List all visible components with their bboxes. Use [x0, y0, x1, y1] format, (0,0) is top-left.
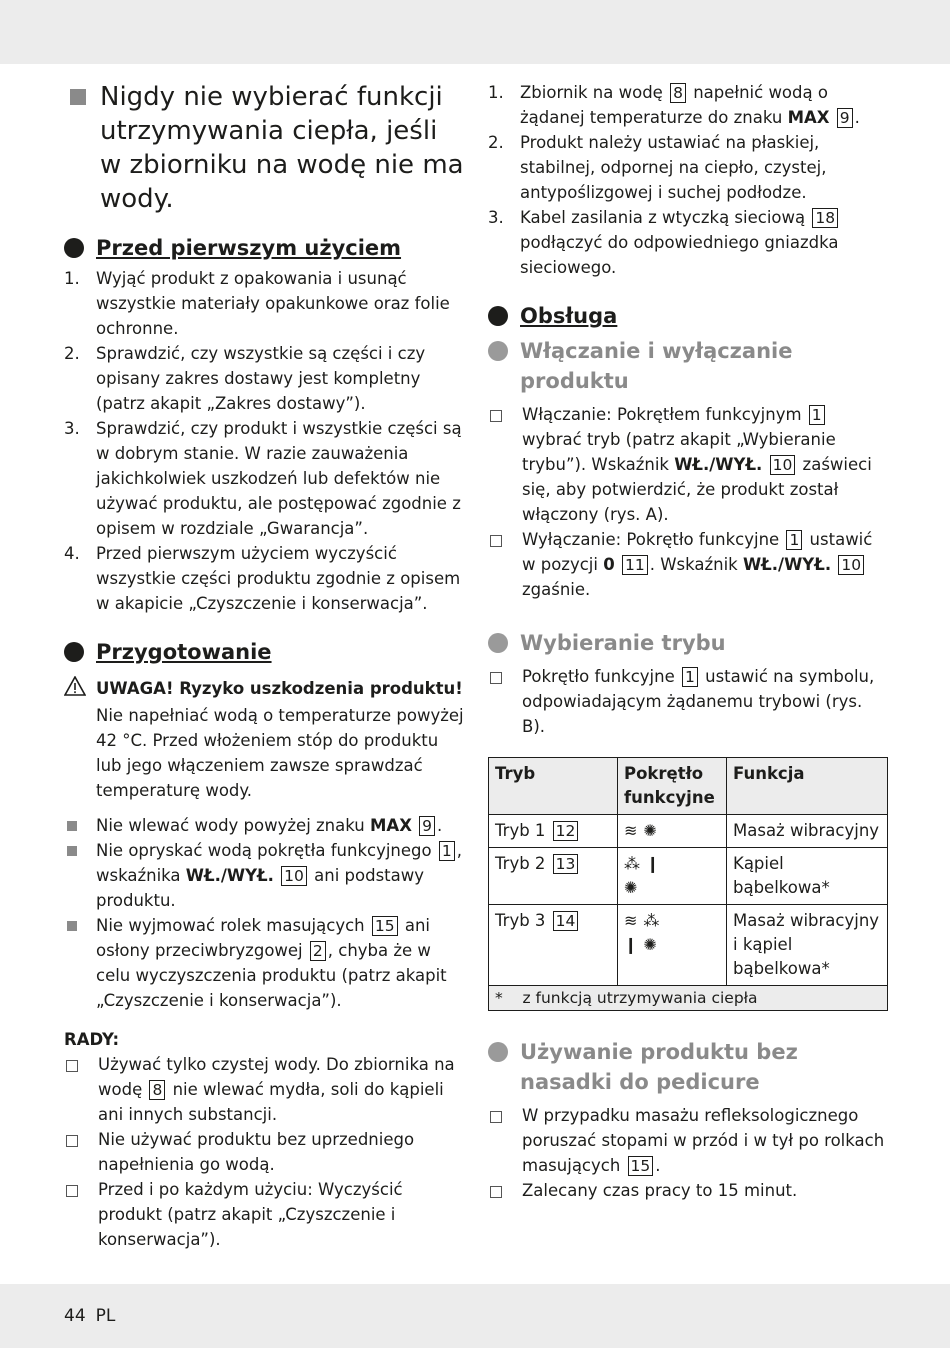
- checkbox-bullet-icon: [490, 410, 502, 422]
- operation-heading: Obsługa: [488, 304, 888, 328]
- list-item: Włączanie: Pokrętłem funkcyjnym 1 wybrać tryb (patrz akapit „Wybieranie trybu”). Wskaźnik WŁ./WYŁ. 10 zaświeci się, aby potwierdzić, że produkt został włączony (rys. A).: [488, 402, 888, 527]
- ref-number: 8: [149, 1080, 165, 1100]
- bullet-dot-icon: [488, 341, 508, 361]
- ref-number: 14: [553, 911, 579, 931]
- ref-number: 10: [281, 866, 307, 886]
- list-item: Używać tylko czystej wody. Do zbiornika na wodę 8 nie wlewać mydła, soli do kąpieli ani innych substancji.: [64, 1052, 464, 1127]
- warning-triangle-icon: [64, 676, 96, 703]
- preparation-bullets: [64, 813, 464, 1013]
- checkbox-bullet-icon: [490, 535, 502, 547]
- bullet-dot-icon: [488, 633, 508, 653]
- table-row: Tryb 3 14 ≋ ⁂ ❙ ✺ Masaż wibracyjny i kąpiel bąbelkowa*: [489, 905, 888, 986]
- page-number: 44 PL: [64, 1306, 116, 1326]
- light-bulb-icon: ✺: [643, 935, 657, 954]
- header-band: [0, 0, 950, 64]
- tips-label: RADY:: [64, 1030, 120, 1049]
- ref-number: 10: [838, 555, 864, 575]
- mode-table: [488, 757, 888, 1011]
- right-column: [488, 80, 888, 1205]
- ref-number: 1: [682, 667, 698, 687]
- checkbox-bullet-icon: [66, 1135, 78, 1147]
- table-header-row: Tryb Pokrętło funkcyjne Funkcja: [489, 758, 888, 815]
- light-bulb-icon: ✺: [643, 821, 657, 840]
- bullet-dot-icon: [64, 642, 84, 662]
- setup-steps: [488, 80, 888, 280]
- left-column: [64, 80, 464, 1252]
- table-row: Tryb 2 13 ⁂ ❙ ✺ Kąpiel bąbelkowa*: [489, 848, 888, 905]
- list-item: Zalecany czas pracy to 15 minut.: [488, 1178, 888, 1205]
- mode-list: [488, 664, 888, 739]
- list-item: W przypadku masażu refleksologicznego poruszać stopami w przód i w tył po rolkach masujących 15 .: [488, 1103, 888, 1178]
- square-bullet-icon: [67, 821, 77, 831]
- list-item: Nie opryskać wodą pokrętła funkcyjnego 1 , wskaźnika WŁ./WYŁ. 10 ani podstawy produktu.: [64, 838, 464, 913]
- list-item: Nie wyjmować rolek masujących 15 ani osłony przeciwbryzgowej 2 , chyba że w celu wyczyszczenia produktu (patrz akapit „Czyszczenie i konserwacja”).: [64, 913, 464, 1013]
- ref-number: 15: [372, 916, 398, 936]
- list-item: Nie używać produktu bez uprzedniego napełnienia go wodą.: [64, 1127, 464, 1177]
- no-attachment-heading: Używanie produktu bez nasadki do pedicure: [488, 1037, 888, 1097]
- vibration-icon: ≋: [624, 911, 638, 930]
- list-item: 1. Zbiornik na wodę 8 napełnić wodą o żądanej temperaturze do znaku MAX 9 .: [488, 83, 860, 127]
- onoff-heading: Włączanie i wyłączanie produktu: [488, 336, 888, 396]
- first-use-steps: [64, 266, 464, 616]
- list-item: 3. Kabel zasilania z wtyczką sieciową 18 podłączyć do odpowiedniego gniazdka sieciowego.: [488, 208, 839, 277]
- ref-number: 1: [786, 530, 802, 550]
- tips-list: [64, 1052, 464, 1252]
- checkbox-bullet-icon: [66, 1060, 78, 1072]
- ref-number: 11: [622, 555, 648, 575]
- checkbox-bullet-icon: [66, 1185, 78, 1197]
- list-item: Pokrętło funkcyjne 1 ustawić na symbolu, odpowiadającym żądanemu trybowi (rys. B).: [488, 664, 888, 739]
- bubbles-icon: ⁂: [624, 854, 640, 873]
- ref-number: 9: [837, 108, 853, 128]
- list-item: Przed i po każdym użyciu: Wyczyścić produkt (patrz akapit „Czyszczenie i konserwacja”).: [64, 1177, 464, 1252]
- warning-title: UWAGA! Ryzyko uszkodzenia produktu!: [64, 676, 464, 703]
- light-bulb-icon: ✺: [624, 878, 638, 897]
- first-use-heading: Przed pierwszym użyciem: [64, 236, 464, 260]
- square-bullet-icon: [67, 921, 77, 931]
- preparation-heading: Przygotowanie: [64, 640, 464, 664]
- vibration-icon: ≋: [624, 821, 638, 840]
- bullet-dot-icon: [488, 306, 508, 326]
- bubbles-icon: ⁂: [643, 911, 660, 930]
- checkbox-bullet-icon: [490, 1186, 502, 1198]
- thermometer-icon: ❙: [624, 935, 638, 954]
- footer-band: [0, 1284, 950, 1348]
- square-bullet-icon: [67, 846, 77, 856]
- ref-number: 13: [553, 854, 579, 874]
- list-item: Wyłączanie: Pokrętło funkcyjne 1 ustawić w pozycji 0 11 . Wskaźnik WŁ./WYŁ. 10 zgaśnie.: [488, 527, 888, 602]
- table-note-row: * z funkcją utrzymywania ciepła: [489, 986, 888, 1011]
- ref-number: 15: [628, 1156, 654, 1176]
- checkbox-bullet-icon: [490, 1111, 502, 1123]
- thermometer-icon: ❙: [646, 854, 660, 873]
- ref-number: 12: [553, 821, 579, 841]
- square-bullet-icon: [70, 89, 86, 105]
- checkbox-bullet-icon: [490, 672, 502, 684]
- list-item: 3. Sprawdzić, czy produkt i wszystkie części są w dobrym stanie. W razie zauważenia jakichkolwiek uszkodzeń lub defektów nie używać produktu, ale postępować zgodnie z opisem w rozdziale „Gwarancja”.: [64, 419, 462, 538]
- bullet-dot-icon: [488, 1042, 508, 1062]
- ref-number: 2: [310, 941, 326, 961]
- list-item: 2. Sprawdzić, czy wszystkie są części i czy opisany zakres dostawy jest kompletny (patrz akapit „Zakres dostawy”).: [64, 344, 426, 413]
- ref-number: 10: [770, 455, 796, 475]
- table-row: Tryb 1 12 ≋ ✺ Masaż wibracyjny: [489, 815, 888, 848]
- bullet-dot-icon: [64, 238, 84, 258]
- list-item: 1. Wyjąć produkt z opakowania i usunąć wszystkie materiały opakunkowe oraz folie ochronne.: [64, 269, 450, 338]
- list-item: 2. Produkt należy ustawiać na płaskiej, stabilnej, odpornej na ciepło, czystej, antypoślizgowej i suchej podłodze.: [488, 133, 827, 202]
- ref-number: 18: [812, 208, 838, 228]
- ref-number: 1: [809, 405, 825, 425]
- ref-number: 8: [670, 83, 686, 103]
- ref-number: 9: [419, 816, 435, 836]
- list-item: Nie wlewać wody powyżej znaku MAX 9 .: [64, 813, 464, 838]
- onoff-list: [488, 402, 888, 602]
- intro-note: Nigdy nie wybierać funkcji utrzymywania ciepła, jeśli w zbiorniku na wodę nie ma wody.: [64, 80, 464, 216]
- list-item: 4. Przed pierwszym użyciem wyczyścić wszystkie części produktu zgodnie z opisem w akapicie „Czyszczenie i konserwacja”.: [64, 544, 461, 613]
- no-attachment-list: [488, 1103, 888, 1205]
- ref-number: 1: [439, 841, 455, 861]
- mode-heading: Wybieranie trybu: [488, 628, 888, 658]
- warning-body: Nie napełniać wodą o temperaturze powyżej 42 °C. Przed włożeniem stóp do produktu lub jego włączeniem zawsze sprawdzać temperaturę wody.: [96, 706, 464, 800]
